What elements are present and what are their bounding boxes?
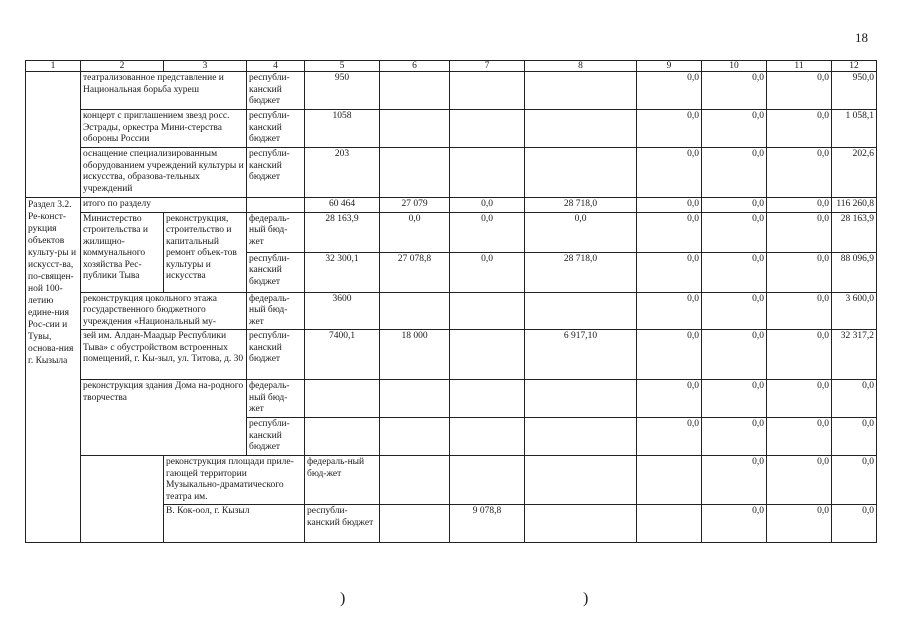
value-c9: 0,0 xyxy=(637,110,702,148)
value-c8: 6 917,10 xyxy=(525,330,637,380)
value-c9: 0,0 xyxy=(637,380,702,418)
value-c10: 0,0 xyxy=(767,456,832,505)
value-c6 xyxy=(450,456,525,505)
value-c12: 1 058,1 xyxy=(832,110,877,148)
funding-source: федераль-ный бюд-жет xyxy=(247,292,305,330)
value-c11: 0,0 xyxy=(767,330,832,380)
margin-mark: ) xyxy=(583,590,589,607)
value-c11: 0,0 xyxy=(767,148,832,198)
value-c12: 28 163,9 xyxy=(832,212,877,252)
value-c9: 0,0 xyxy=(637,198,702,213)
value-c8 xyxy=(525,380,637,418)
value-c7 xyxy=(450,418,525,456)
funding-source xyxy=(247,198,305,213)
funding-source: федераль-ный бюд-жет xyxy=(247,212,305,252)
funding-source: федераль-ный бюд-жет xyxy=(247,380,305,418)
funding-source: республи-канский бюджет xyxy=(247,330,305,380)
value-c5: 950 xyxy=(305,72,380,110)
value-c12: 3 600,0 xyxy=(832,292,877,330)
header-cell: 11 xyxy=(767,61,832,72)
header-cell: 2 xyxy=(81,61,164,72)
value-c11: 0,0 xyxy=(767,380,832,418)
activity-desc: итого по разделу xyxy=(81,198,247,213)
value-c7: 0,0 xyxy=(450,212,525,252)
value-c9: 0,0 xyxy=(702,456,767,505)
value-c7 xyxy=(450,380,525,418)
value-c10: 0,0 xyxy=(702,292,767,330)
value-c11: 0,0 xyxy=(767,252,832,292)
value-c8 xyxy=(525,110,637,148)
value-c10: 0,0 xyxy=(702,380,767,418)
value-c11: 0,0 xyxy=(767,212,832,252)
value-c5 xyxy=(380,505,450,543)
value-c8 xyxy=(525,72,637,110)
header-row xyxy=(26,61,877,72)
budget-table xyxy=(25,60,877,543)
value-c10: 0,0 xyxy=(702,198,767,213)
value-c12: 0,0 xyxy=(832,380,877,418)
value-c6 xyxy=(380,380,450,418)
value-c5: 203 xyxy=(305,148,380,198)
value-c11: 0,0 xyxy=(832,505,877,543)
empty-cell xyxy=(81,456,164,543)
activity-desc: реконструкция здания Дома на-родного творчества xyxy=(81,380,247,456)
funding-source: республи-канский бюджет xyxy=(247,110,305,148)
value-c8 xyxy=(637,456,702,505)
header-cell: 9 xyxy=(637,61,702,72)
value-c10: 0,0 xyxy=(702,418,767,456)
table-row xyxy=(26,110,877,148)
value-c12: 0,0 xyxy=(832,418,877,456)
table-row xyxy=(26,148,877,198)
value-c6: 27 078,8 xyxy=(380,252,450,292)
empty-cell xyxy=(26,72,81,198)
value-c11: 0,0 xyxy=(767,72,832,110)
activity-desc: театрализованное представление и Национальная борьба хуреш xyxy=(81,72,247,110)
value-c7 xyxy=(525,505,637,543)
value-c6 xyxy=(380,72,450,110)
value-c6: 18 000 xyxy=(380,330,450,380)
value-c5 xyxy=(380,456,450,505)
funding-source: республи-канский бюджет xyxy=(305,505,380,543)
value-c6 xyxy=(380,418,450,456)
table-row xyxy=(26,292,877,330)
value-c11: 0,0 xyxy=(767,292,832,330)
value-c10: 0,0 xyxy=(767,505,832,543)
value-c12: 32 317,2 xyxy=(832,330,877,380)
value-c12: 202,6 xyxy=(832,148,877,198)
value-c7 xyxy=(450,110,525,148)
value-c11: 0,0 xyxy=(832,456,877,505)
value-c8 xyxy=(525,418,637,456)
value-c10: 0,0 xyxy=(702,252,767,292)
value-c5: 7400,1 xyxy=(305,330,380,380)
value-c7 xyxy=(450,292,525,330)
header-cell: 4 xyxy=(247,61,305,72)
value-c6 xyxy=(380,292,450,330)
funding-source: федераль-ный бюд-жет xyxy=(305,456,380,505)
table-row xyxy=(26,212,877,252)
value-c9: 0,0 xyxy=(702,505,767,543)
value-c5: 32 300,1 xyxy=(305,252,380,292)
value-c6 xyxy=(380,110,450,148)
header-cell: 8 xyxy=(525,61,637,72)
activity-desc: зей им. Алдан-Маадыр Республики Тыва» с обустройством встроенных помещений, г. Кы-зыл, ул. Титова, д. 30 xyxy=(81,330,247,380)
value-c6: 0,0 xyxy=(380,212,450,252)
activity-desc: реконструкция площади приле-гающей территории Музыкально-драматического театра им. xyxy=(164,456,305,505)
funding-source: республи-канский бюджет xyxy=(247,148,305,198)
header-cell: 5 xyxy=(305,61,380,72)
value-c10: 0,0 xyxy=(702,72,767,110)
value-c11: 0,0 xyxy=(767,198,832,213)
value-c11: 0,0 xyxy=(767,110,832,148)
value-c7: 0,0 xyxy=(450,198,525,213)
section-label: Раздел 3.2. Ре-конст-рукция объектов культу-ры и искусст-ва, по-священ-ной 100-летию едине-ния Рос-сии и Тувы, основа-ния г. Кызыла xyxy=(26,198,81,543)
value-c6: 27 079 xyxy=(380,198,450,213)
value-c8 xyxy=(525,292,637,330)
value-c9: 0,0 xyxy=(637,212,702,252)
value-c9: 0,0 xyxy=(637,330,702,380)
header-cell: 1 xyxy=(26,61,81,72)
value-c8: 28 718,0 xyxy=(525,252,637,292)
table-row xyxy=(26,380,877,418)
value-c9: 0,0 xyxy=(637,148,702,198)
activity-reconstruction: реконструкция, строительство и капитальный ремонт объек-тов культуры и искусства xyxy=(164,212,247,292)
activity-desc: концерт с приглашением звезд росс. Эстрады, оркестра Мини-стерства обороны России xyxy=(81,110,247,148)
header-cell: 7 xyxy=(450,61,525,72)
value-c8: 0,0 xyxy=(525,212,637,252)
value-c5: 60 464 xyxy=(305,198,380,213)
funding-source: республи-канский бюджет xyxy=(247,418,305,456)
header-cell: 3 xyxy=(164,61,247,72)
value-c9: 0,0 xyxy=(637,72,702,110)
value-c5: 28 163,9 xyxy=(305,212,380,252)
value-c5 xyxy=(305,380,380,418)
value-c7 xyxy=(450,330,525,380)
value-c9: 0,0 xyxy=(637,418,702,456)
value-c12: 88 096,9 xyxy=(832,252,877,292)
value-c8 xyxy=(637,505,702,543)
header-cell: 10 xyxy=(702,61,767,72)
value-c7 xyxy=(450,72,525,110)
value-c5 xyxy=(305,418,380,456)
value-c10: 0,0 xyxy=(702,148,767,198)
table-row xyxy=(26,72,877,110)
value-c8: 28 718,0 xyxy=(525,198,637,213)
activity-desc: В. Кок-оол, г. Кызыл xyxy=(164,505,305,543)
activity-desc: реконструкция цокольного этажа государственного бюджетного учреждения «Национальный му- xyxy=(81,292,247,330)
activity-desc: оснащение специализированным оборудованием учреждений культуры и искусства, образова-тельных учреждений xyxy=(81,148,247,198)
value-c6: 9 078,8 xyxy=(450,505,525,543)
value-c10: 0,0 xyxy=(702,110,767,148)
table-row xyxy=(26,456,877,505)
value-c10: 0,0 xyxy=(702,212,767,252)
header-cell: 12 xyxy=(832,61,877,72)
value-c7 xyxy=(450,148,525,198)
ministry-name: Министерство строительства и жилищно-коммунального хозяйства Рес-публики Тыва xyxy=(81,212,164,292)
value-c10: 0,0 xyxy=(702,330,767,380)
table-row xyxy=(26,330,877,380)
value-c7: 0,0 xyxy=(450,252,525,292)
value-c11: 0,0 xyxy=(767,418,832,456)
funding-source: республи-канский бюджет xyxy=(247,72,305,110)
value-c5: 1058 xyxy=(305,110,380,148)
header-cell: 6 xyxy=(380,61,450,72)
page-number: 18 xyxy=(855,30,868,45)
value-c8 xyxy=(525,148,637,198)
funding-source: республи-канский бюджет xyxy=(247,252,305,292)
value-c9: 0,0 xyxy=(637,292,702,330)
value-c9: 0,0 xyxy=(637,252,702,292)
value-c12: 950,0 xyxy=(832,72,877,110)
value-c12: 116 260,8 xyxy=(832,198,877,213)
value-c7 xyxy=(525,456,637,505)
value-c5: 3600 xyxy=(305,292,380,330)
value-c6 xyxy=(380,148,450,198)
margin-mark: ) xyxy=(340,590,346,607)
section-total-row xyxy=(26,198,877,213)
